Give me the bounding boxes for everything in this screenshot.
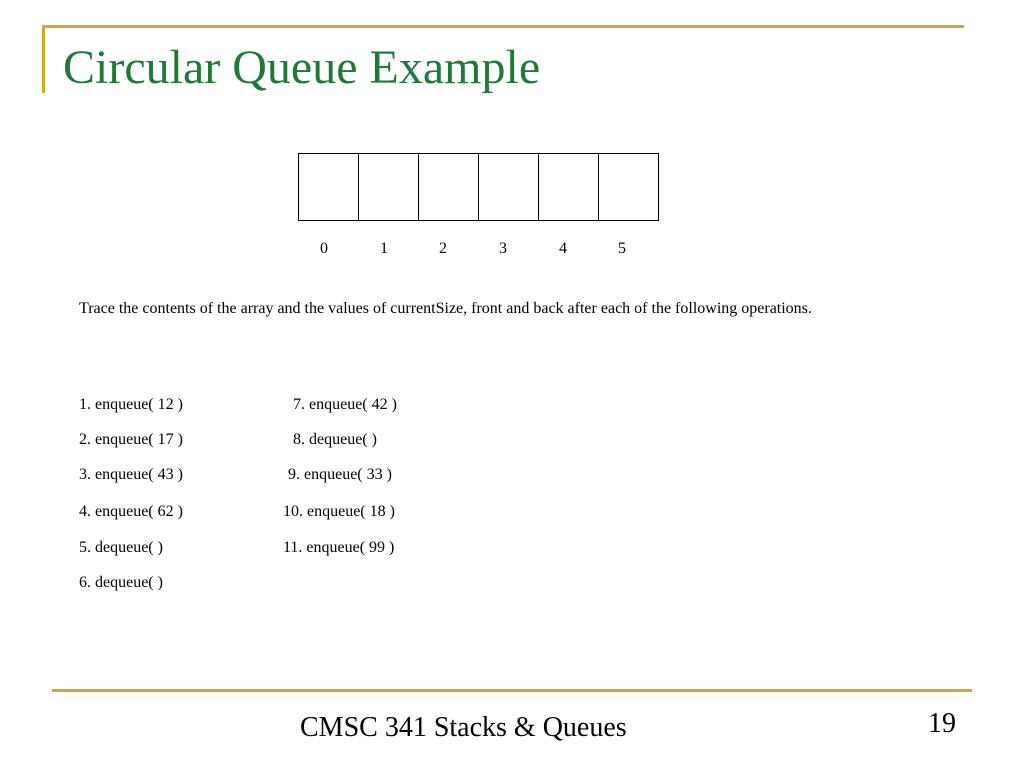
operation-item: 7. enqueue( 42 )	[293, 396, 397, 413]
array-index-label: 0	[320, 240, 328, 257]
array-index-label: 5	[618, 240, 626, 257]
operation-item: 10. enqueue( 18 )	[283, 503, 395, 520]
instructions-text: Trace the contents of the array and the values of currentSize, front and back after each of the following operations.	[79, 300, 812, 317]
array-cell	[359, 154, 419, 220]
operation-item: 11. enqueue( 99 )	[283, 539, 395, 556]
array-cell	[479, 154, 539, 220]
operation-item: 4. enqueue( 62 )	[79, 503, 183, 520]
array-cell	[539, 154, 599, 220]
array-index-label: 2	[439, 240, 447, 257]
queue-array	[298, 153, 659, 221]
left-rule	[42, 25, 45, 93]
page-number: 19	[928, 708, 956, 739]
top-rule	[42, 25, 964, 28]
array-index-label: 3	[499, 240, 507, 257]
array-cell	[419, 154, 479, 220]
slide-title: Circular Queue Example	[63, 41, 541, 94]
array-index-label: 1	[380, 240, 388, 257]
operation-item: 1. enqueue( 12 )	[79, 396, 183, 413]
operation-item: 8. dequeue( )	[293, 431, 377, 448]
operation-item: 6. dequeue( )	[79, 574, 163, 591]
array-cell	[599, 154, 659, 220]
operation-item: 5. dequeue( )	[79, 539, 163, 556]
footer-course-title: CMSC 341 Stacks & Queues	[300, 712, 627, 743]
array-cell	[299, 154, 359, 220]
operation-item: 3. enqueue( 43 )	[79, 466, 183, 483]
array-index-label: 4	[559, 240, 567, 257]
operation-item: 9. enqueue( 33 )	[288, 466, 392, 483]
footer-rule	[52, 689, 972, 692]
operation-item: 2. enqueue( 17 )	[79, 431, 183, 448]
